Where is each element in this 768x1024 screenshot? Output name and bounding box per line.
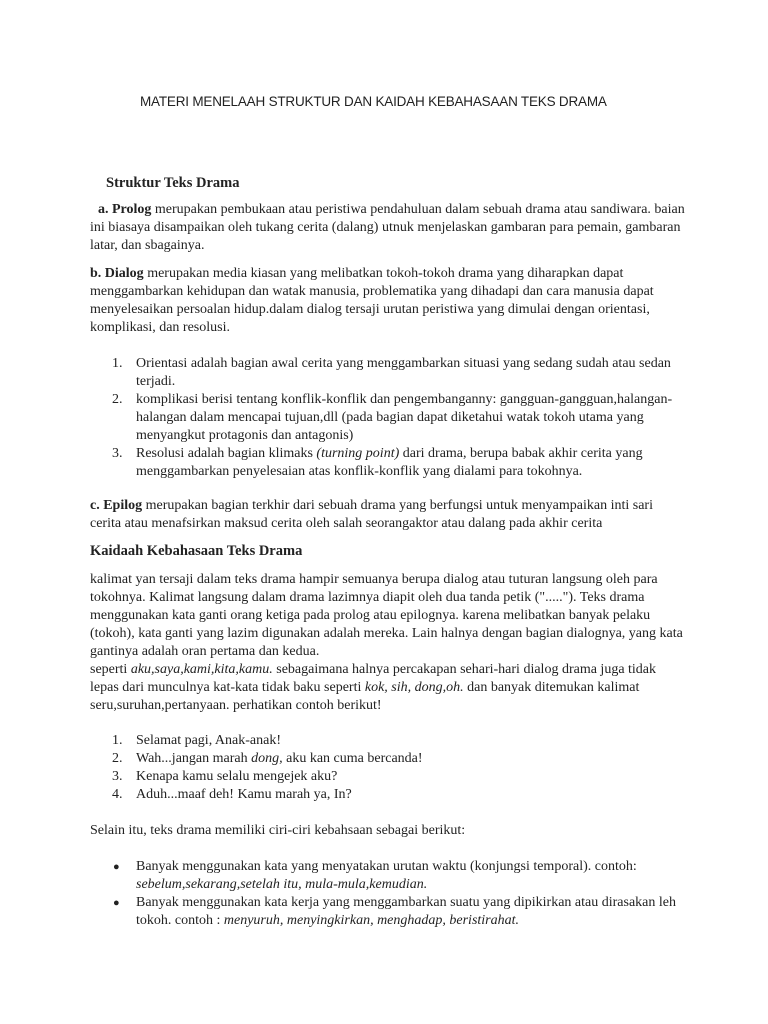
example-text: Wah...jangan marah <box>136 751 252 766</box>
section-heading-kaidah: Kaidaah Kebahasaan Teks Drama <box>90 543 303 559</box>
list-item <box>90 786 685 804</box>
list-item <box>90 894 685 930</box>
ciri-italic: menyuruh, menyingkirkan, menghadap, beristirahat. <box>223 913 520 928</box>
example-text: Kenapa kamu selalu mengejek aku? <box>136 769 338 784</box>
list-number: 3. <box>112 769 123 784</box>
paragraph-dialog <box>90 265 685 337</box>
example-italic: dong, <box>251 751 283 766</box>
list-item <box>90 768 685 786</box>
dialog-structure-list <box>90 355 685 481</box>
paragraph-kaidah-1 <box>90 571 685 661</box>
list-item <box>90 391 685 445</box>
list-number: 2. <box>112 751 123 766</box>
list-item-italic: (turning point) <box>316 446 400 461</box>
document-title: MATERI MENELAAH STRUKTUR DAN KAIDAH KEBAHASAAN TEKS DRAMA <box>140 94 607 109</box>
kaidah-italic-pronouns: aku,saya,kami,kita,kamu. <box>130 662 273 677</box>
ciri-text: Banyak menggunakan kata yang menyatakan urutan waktu (konjungsi temporal). contoh: <box>136 859 637 874</box>
bullet-icon: ● <box>113 861 120 873</box>
list-item-text: komplikasi berisi tentang konflik-konflik dan pengembanganny: gangguan-gangguan,halangan-halangan dalam mencapai tujuan,dll (pada bagian dapat diketahui watak tokoh utama yang menyangkut protagonis dan antagonis) <box>136 392 673 443</box>
paragraph-ciri-intro <box>90 822 685 840</box>
example-text-after: aku kan cuma bercanda! <box>282 751 423 766</box>
list-item-text: Orientasi adalah bagian awal cerita yang menggambarkan situasi yang sedang sudah atau sedan terjadi. <box>136 356 671 389</box>
paragraph-kaidah-2 <box>90 661 685 715</box>
list-number: 3. <box>112 446 123 461</box>
ciri-text: Banyak menggunakan kata kerja yang menggambarkan suatu yang dipikirkan atau dirasakan leh tokoh. contoh : <box>136 895 676 928</box>
prolog-text: merupakan pembukaan atau peristiwa pendahuluan dalam sebuah drama atau sandiwara. baian ini biasaya disampaikan oleh tukang cerita (dalang) utnuk menjelaskan gambaran para pemain, gambaran latar, dan sbagainya. <box>90 202 685 253</box>
kaidah-text-1: kalimat yan tersaji dalam teks drama hampir semuanya berupa dialog atau tuturan langsung oleh para tokohnya. Kalimat langsung dalam drama lazimnya diapit oleh dua tanda petik ("....."). Teks drama menggunakan kata ganti orang ketiga pada prolog atau epilognya. karena melibatkan banyak pelaku (tokoh), kata ganti yang lazim digunakan adalah mereka. Lain halnya dengan bagian dialognya, yang kata gantinya adalah oran pertama dan kedua. <box>90 572 683 659</box>
list-item-text: Resolusi adalah bagian klimaks <box>136 446 317 461</box>
example-text: Selamat pagi, Anak-anak! <box>136 733 282 748</box>
examples-list <box>90 732 685 804</box>
dialog-label: b. Dialog <box>90 266 144 281</box>
epilog-label: c. Epilog <box>90 498 143 513</box>
kaidah-text-2b: sebagaimana halnya percakapan sehari-hari dialog drama juga tidak lepas dari munculnya kat-kata tidak baku seperti <box>90 662 657 695</box>
section-heading-struktur: Struktur Teks Drama <box>106 175 240 191</box>
list-item <box>90 732 685 750</box>
list-item <box>90 355 685 391</box>
list-item <box>90 858 685 894</box>
kaidah-italic-words: kok, sih, dong,oh. <box>364 680 464 695</box>
prolog-label: a. Prolog <box>98 202 152 217</box>
list-number: 1. <box>112 733 123 748</box>
list-item <box>90 750 685 768</box>
paragraph-prolog <box>90 201 685 255</box>
list-item <box>90 445 685 481</box>
example-text: Aduh...maaf deh! Kamu marah ya, In? <box>136 787 352 802</box>
epilog-text: merupakan bagian terkhir dari sebuah drama yang berfungsi untuk menyampaikan inti sari cerita atau menafsirkan maksud cerita oleh salah seorangaktor atau dalang pada akhir cerita <box>90 498 653 531</box>
paragraph-epilog <box>90 497 685 533</box>
ciri-italic: sebelum,sekarang,setelah itu, mula-mula,kemudian. <box>136 877 428 892</box>
list-number: 4. <box>112 787 123 802</box>
dialog-text: merupakan media kiasan yang melibatkan tokoh-tokoh drama yang diharapkan dapat menggambarkan kehidupan dan watak manusia, problematika yang dihadapi dan cara manusia dapat menyelesaikan persoalan hidup.dalam dialog tersaji urutan peristiwa yang dimulai dengan orientasi, komplikasi, dan resolusi. <box>90 266 654 335</box>
ciri-intro-text: Selain itu, teks drama memiliki ciri-ciri kebahsaan sebagai berikut: <box>90 823 466 838</box>
bullet-icon: ● <box>113 897 120 909</box>
kaidah-text-2c: dan banyak ditemukan kalimat seru,suruhan,pertanyaan. perhatikan contoh berikut! <box>90 680 640 713</box>
list-item-text-after: dari drama, berupa babak akhir cerita yang menggambarkan penyelesaian atas konflik-konflik yang dialami para tokohnya. <box>136 446 643 479</box>
kaidah-text-2a: seperti <box>90 662 131 677</box>
list-number: 1. <box>112 356 123 371</box>
list-number: 2. <box>112 392 123 407</box>
ciri-list <box>90 858 685 930</box>
